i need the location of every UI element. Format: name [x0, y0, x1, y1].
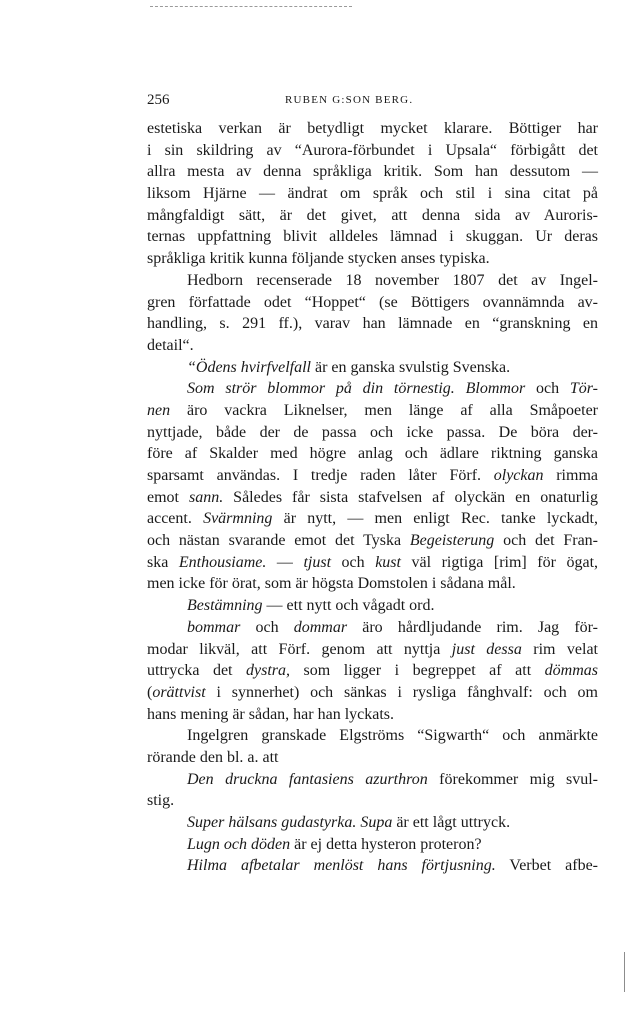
text-line: [147, 357, 598, 379]
text-line: [147, 465, 598, 487]
text-span: äro hårdljudande rim. Jag för-: [347, 618, 598, 636]
text-line: [147, 812, 598, 834]
text-span: och: [240, 618, 294, 636]
text-line: [147, 834, 598, 856]
text-span: [455, 380, 466, 397]
text-span: liksom Hjärne — ändrat om språk och stil i sina citat på: [147, 185, 598, 203]
text-line: [147, 725, 598, 747]
italic-text: Enthousiame.: [178, 553, 267, 571]
text-span: gren författade odet “Hoppet“ (se Böttigers ovannämnda av-: [147, 293, 598, 311]
text-line: [147, 183, 598, 205]
text-line: [147, 140, 598, 162]
text-span: emot: [147, 488, 189, 506]
text-line: [147, 617, 598, 639]
running-title: RUBEN G:SON BERG.: [285, 94, 414, 106]
text-span: i sin skildring av “Aurora-förbundet i Upsala“ förbigått det: [147, 141, 598, 159]
text-span: detail“.: [147, 336, 194, 354]
text-span: är ett lågt uttryck.: [392, 814, 511, 831]
text-line: [147, 790, 598, 812]
text-span: äro vackra Liknelser, men länge af alla Småpoeter: [170, 401, 598, 419]
italic-text: dömmas: [544, 662, 599, 680]
text-span: ska: [147, 553, 179, 571]
italic-text: bommar: [187, 618, 241, 636]
text-span: och: [331, 553, 376, 571]
text-span: —: [266, 553, 304, 571]
italic-text: Lugn och döden: [187, 835, 291, 853]
text-span: Ingelgren granskade Elgströms “Sigwarth“ och anmärkte: [187, 727, 598, 745]
italic-text: olyckan: [493, 467, 544, 484]
text-line: [147, 226, 598, 248]
text-span: accent.: [147, 510, 204, 528]
text-span: rim velat: [521, 640, 599, 658]
text-span: rörande den bl. a. att: [147, 748, 279, 766]
italic-text: just dessa: [451, 640, 522, 658]
italic-text: Som strör blommor på din törnestig.: [187, 380, 455, 398]
italic-text: Blommor: [465, 380, 526, 398]
text-span: och nästan svarande emot det Tyska: [147, 532, 410, 550]
text-line: [147, 639, 598, 661]
text-line: [147, 443, 598, 465]
text-span: (: [147, 683, 153, 701]
text-line: [147, 400, 598, 422]
italic-text: Svärmning: [203, 510, 273, 528]
text-span: förekommer mig svul-: [427, 770, 598, 788]
text-span: nyttjade, både der de passa och icke passa. De böra der-: [147, 423, 598, 441]
text-line: [147, 769, 598, 791]
text-line: [147, 248, 598, 270]
text-span: estetiska verkan är betydligt mycket klarare. Böttiger har: [147, 120, 598, 137]
page-number: 256: [147, 92, 170, 108]
text-line: [147, 660, 598, 682]
italic-text: dystra,: [246, 662, 291, 680]
text-line: [147, 573, 598, 595]
text-line: [147, 161, 598, 183]
text-span: men icke för örat, som är högsta Domstolen i sådana mål.: [147, 575, 516, 593]
italic-text: sann.: [188, 488, 224, 506]
text-span: i synnerhet) och sänkas i rysliga fånghvalf: och om: [205, 683, 598, 701]
margin-mark: [624, 952, 625, 992]
text-span: mångfaldigt sätt, är det givet, att denna sida av Auroris-: [147, 206, 598, 224]
text-line: [147, 855, 598, 877]
italic-text: kust: [375, 553, 401, 571]
italic-text: orättvist: [152, 683, 206, 701]
text-line: [147, 552, 598, 574]
text-line: [147, 335, 598, 357]
text-span: hans mening är sådan, har han lyckats.: [147, 705, 395, 723]
text-span: Verbet afbe-: [495, 857, 598, 875]
text-line: [147, 508, 598, 530]
text-span: rimma: [543, 467, 598, 484]
text-line: [147, 704, 598, 726]
text-span: och: [525, 380, 570, 398]
text-span: före af Skalder med högre anlag och ädlare riktning ganska: [147, 445, 598, 463]
text-line: [147, 530, 598, 552]
text-span: är en ganska svulstig Svenska.: [310, 358, 511, 376]
text-line: [147, 270, 598, 292]
text-span: allra mesta av denna språkliga kritik. Som han dessutom —: [147, 163, 598, 181]
text-line: [147, 747, 598, 769]
text-line: [147, 595, 598, 617]
text-span: väl rigtiga [rim] för ögat,: [400, 553, 599, 571]
text-line: [147, 682, 598, 704]
italic-text: “Ödens hvirfvelfall: [187, 358, 311, 376]
top-edge-rule: [150, 6, 352, 8]
text-span: handling, s. 291 ff.), varav han lämnade en “granskning en: [147, 315, 598, 333]
text-span: och det Fran-: [494, 532, 598, 550]
text-span: stig.: [147, 792, 175, 810]
text-line: [147, 205, 598, 227]
italic-text: Super hälsans gudastyrka.: [187, 814, 357, 831]
italic-text: Supa: [360, 814, 393, 831]
italic-text: Begeisterung: [409, 532, 495, 550]
text-span: är ej detta hysteron proteron?: [290, 835, 482, 853]
italic-text: nen: [147, 401, 171, 419]
italic-text: Tör-: [569, 380, 599, 398]
italic-text: Den druckna fantasiens azurthron: [187, 770, 428, 788]
italic-text: Bestämning: [187, 597, 263, 615]
text-line: [147, 118, 598, 140]
text-line: [147, 313, 598, 335]
text-span: uttrycka det: [147, 662, 247, 680]
text-span: Således får sista stafvelsen af olyckän en onaturlig: [223, 488, 598, 506]
italic-text: tjust: [303, 553, 332, 571]
text-line: [147, 487, 598, 509]
running-head: [147, 92, 597, 110]
text-span: ternas uppfattning blivit alldeles lämnad i skuggan. Ur deras: [147, 228, 598, 246]
body-text: [147, 118, 598, 877]
text-span: Hedborn recenserade 18 november 1807 det av Ingel-: [187, 271, 598, 289]
text-span: — ett nytt och vågadt ord.: [262, 597, 435, 615]
italic-text: Hilma afbetalar menlöst hans förtjusning.: [187, 857, 496, 875]
text-span: modar likväl, att Förf. genom att nyttja: [147, 640, 452, 658]
text-line: [147, 422, 598, 444]
text-span: sparsamt användas. I tredje raden låter Förf.: [147, 467, 494, 484]
text-line: [147, 378, 598, 400]
text-span: språkliga kritik kunna följande stycken anses typiska.: [147, 250, 490, 268]
text-line: [147, 292, 598, 314]
italic-text: dommar: [293, 618, 348, 636]
text-span: är nytt, — men enligt Rec. tanke lyckadt,: [272, 510, 598, 528]
text-span: som ligger i begreppet af att: [290, 662, 545, 680]
